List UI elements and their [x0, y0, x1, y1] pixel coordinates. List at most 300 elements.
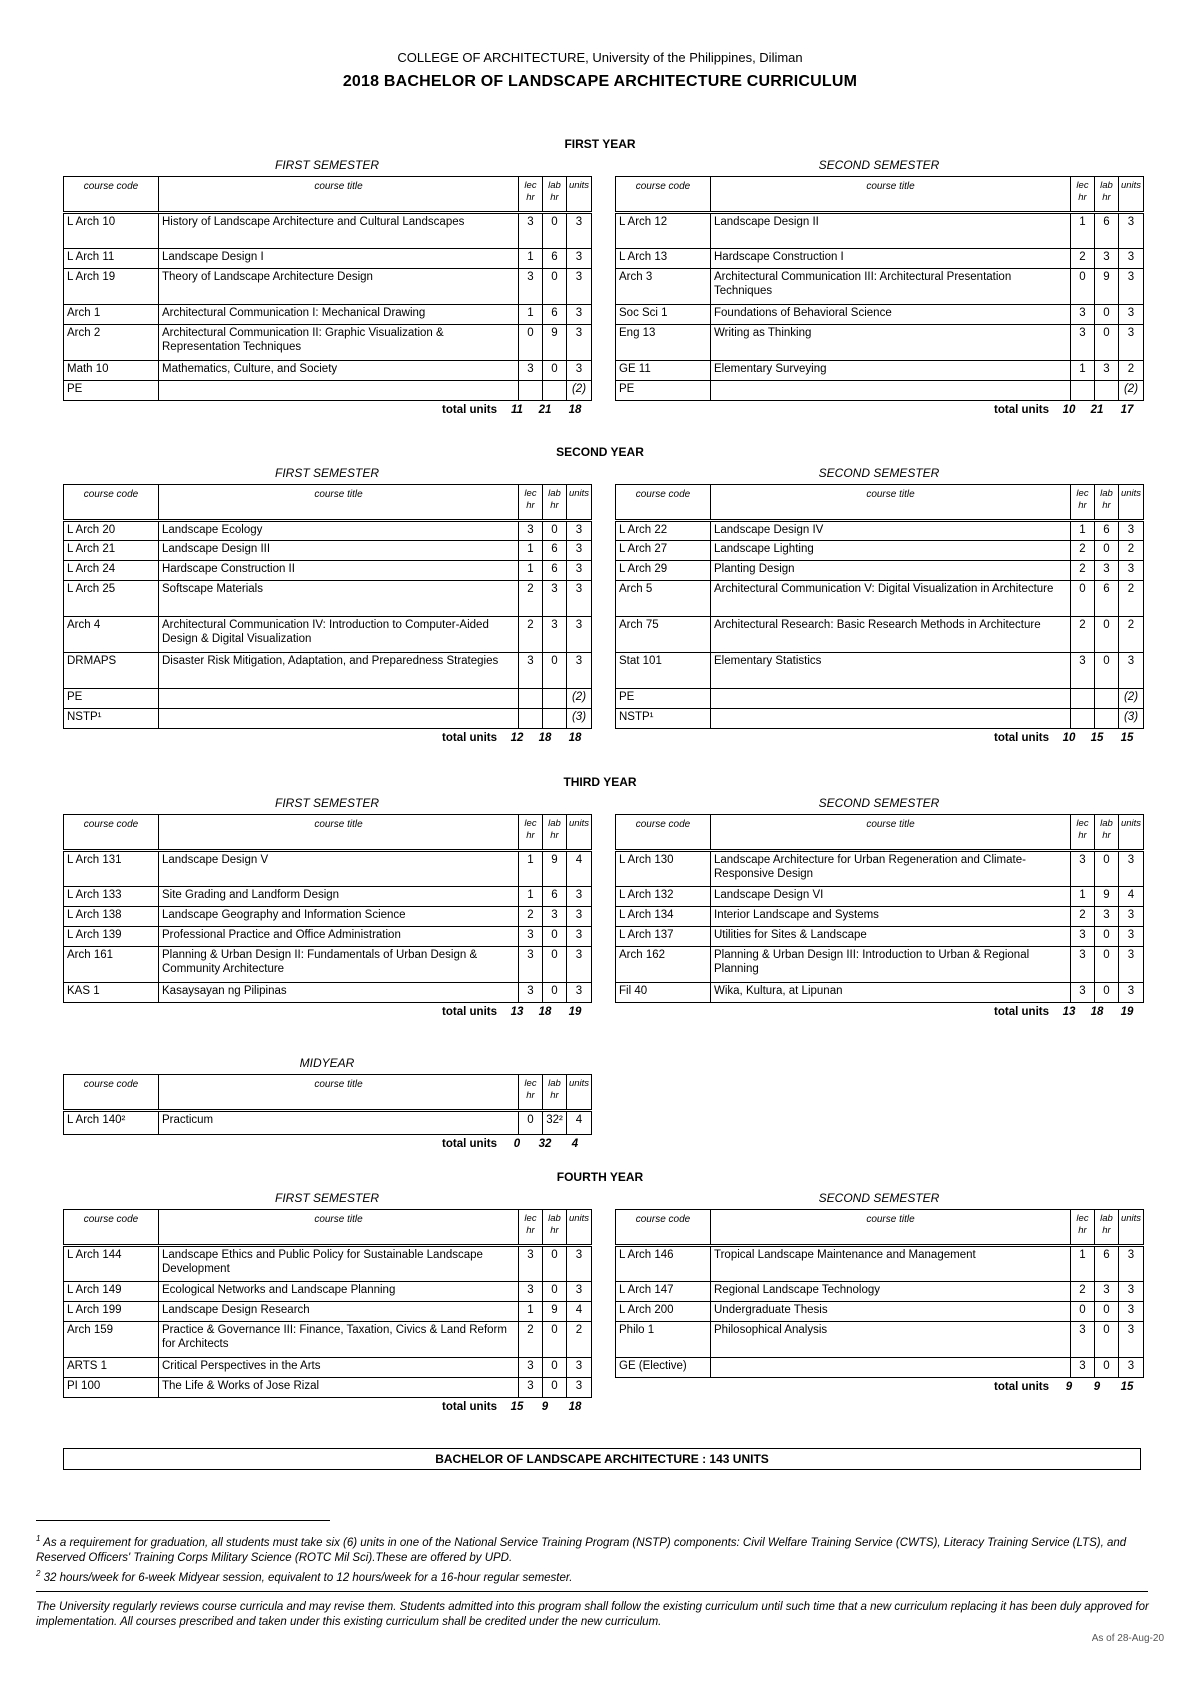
course-title: Landscape Design Research	[159, 1302, 519, 1322]
total-lab: 9	[541, 1401, 549, 1413]
course-code: Arch 159	[64, 1322, 159, 1358]
lab-header: lab hr	[543, 1210, 567, 1246]
course-units: 3	[567, 305, 592, 325]
code-header: course code	[64, 485, 159, 521]
course-row	[616, 1322, 1144, 1358]
lab-hours	[1095, 689, 1119, 709]
course-row	[616, 581, 1144, 617]
course-row	[64, 1302, 592, 1322]
third-year-sem2-table	[615, 814, 1144, 1003]
third-year-sem1-title: FIRST SEMESTER	[274, 796, 379, 810]
course-units: 3	[1119, 1246, 1144, 1282]
course-units: 4	[567, 1111, 592, 1135]
units-header: units	[1119, 177, 1144, 213]
course-title: Hardscape Construction I	[711, 249, 1071, 269]
course-code: GE 11	[616, 361, 711, 381]
total-lab: 18	[538, 1006, 552, 1018]
course-row	[616, 249, 1144, 269]
course-units: (2)	[567, 381, 592, 401]
course-code: L Arch 146	[616, 1246, 711, 1282]
total-units-label: total units	[442, 1401, 497, 1413]
course-units: 3	[567, 361, 592, 381]
lec-hours: 2	[1071, 907, 1095, 927]
lab-hours	[543, 689, 567, 709]
total-lec: 0	[513, 1138, 521, 1150]
lec-hours: 2	[1071, 541, 1095, 561]
lab-hours: 0	[1095, 1302, 1119, 1322]
lec-header: lec hr	[1071, 485, 1095, 521]
course-code: L Arch 144	[64, 1246, 159, 1282]
course-title: Planting Design	[711, 561, 1071, 581]
total-units: 19	[1120, 1006, 1134, 1018]
course-units: 3	[1119, 249, 1144, 269]
course-code: L Arch 21	[64, 541, 159, 561]
fourth-year-sem2-table	[615, 1209, 1144, 1378]
third-year-sem2	[615, 814, 1143, 1018]
first-year-sem2	[615, 176, 1143, 416]
course-units: 3	[1119, 1282, 1144, 1302]
page-title: 2018 BACHELOR OF LANDSCAPE ARCHITECTURE CURRICULUM	[342, 73, 858, 90]
course-code: Arch 75	[616, 617, 711, 653]
course-code: Arch 162	[616, 947, 711, 983]
course-units: 3	[1119, 1358, 1144, 1378]
total-lab: 21	[538, 404, 552, 416]
second-year-sem2-title: SECOND SEMESTER	[818, 466, 940, 480]
total-units-label: total units	[442, 1006, 497, 1018]
course-units: 3	[567, 325, 592, 361]
course-title	[159, 689, 519, 709]
course-title: Landscape Design VI	[711, 887, 1071, 907]
course-code: Stat 101	[616, 653, 711, 689]
lab-hours: 0	[1095, 325, 1119, 361]
code-header: course code	[616, 815, 711, 851]
course-title: Site Grading and Landform Design	[159, 887, 519, 907]
first-year-sem1-title: FIRST SEMESTER	[274, 158, 379, 172]
course-code: L Arch 139	[64, 927, 159, 947]
course-title: Foundations of Behavioral Science	[711, 305, 1071, 325]
course-title: Architectural Research: Basic Research Methods in Architecture	[711, 617, 1071, 653]
course-units: 2	[1119, 361, 1144, 381]
lec-hours: 3	[1071, 851, 1095, 887]
course-units: 3	[1119, 1322, 1144, 1358]
course-row	[616, 213, 1144, 249]
lab-hours: 9	[543, 851, 567, 887]
course-units: 3	[567, 1358, 592, 1378]
lab-hours: 0	[543, 947, 567, 983]
course-units: 3	[567, 653, 592, 689]
course-units: 3	[567, 561, 592, 581]
course-row	[616, 689, 1144, 709]
lec-hours: 0	[1071, 1302, 1095, 1322]
course-title: Elementary Surveying	[711, 361, 1071, 381]
course-units: (2)	[1119, 381, 1144, 401]
lec-hours: 2	[1071, 249, 1095, 269]
course-title: Undergraduate Thesis	[711, 1302, 1071, 1322]
lab-hours: 0	[543, 521, 567, 541]
program-total: BACHELOR OF LANDSCAPE ARCHITECTURE : 143 UNITS	[63, 1448, 1141, 1470]
lab-hours: 0	[1095, 305, 1119, 325]
lec-hours: 1	[519, 305, 543, 325]
lab-hours: 6	[1095, 213, 1119, 249]
lec-hours: 2	[1071, 1282, 1095, 1302]
course-title: Philosophical Analysis	[711, 1322, 1071, 1358]
course-title: Landscape Design I	[159, 249, 519, 269]
footnote-2-text: 32 hours/week for 6-week Midyear session, equivalent to 12 hours/week for a 16-hour regular semester.	[43, 1571, 573, 1584]
lec-hours: 3	[519, 269, 543, 305]
lab-hours: 6	[543, 887, 567, 907]
second-year-sem1-table	[63, 484, 592, 729]
units-header: units	[567, 177, 592, 213]
course-units: 3	[1119, 907, 1144, 927]
course-row	[616, 947, 1144, 983]
total-lab: 15	[1090, 732, 1104, 744]
course-title	[711, 1358, 1071, 1378]
lec-hours	[1071, 709, 1095, 729]
lec-hours: 3	[519, 927, 543, 947]
total-units-label: total units	[994, 732, 1049, 744]
course-units: 4	[1119, 887, 1144, 907]
course-title: Landscape Ecology	[159, 521, 519, 541]
fourth-year-title: FOURTH YEAR	[556, 1170, 644, 1184]
course-title: Elementary Statistics	[711, 653, 1071, 689]
title-header: course title	[711, 177, 1071, 213]
total-lab: 18	[1090, 1006, 1104, 1018]
first-year-title: FIRST YEAR	[564, 137, 636, 151]
second-year-sem1	[63, 484, 591, 744]
course-units: 3	[1119, 947, 1144, 983]
lec-hours: 3	[1071, 983, 1095, 1003]
course-row	[616, 927, 1144, 947]
lec-hours: 3	[1071, 325, 1095, 361]
lec-hours: 3	[519, 521, 543, 541]
lab-hours: 6	[1095, 521, 1119, 541]
lec-header: lec hr	[519, 1075, 543, 1111]
course-row	[616, 521, 1144, 541]
code-header: course code	[616, 485, 711, 521]
course-title: Tropical Landscape Maintenance and Management	[711, 1246, 1071, 1282]
total-lec: 13	[1062, 1006, 1076, 1018]
lec-hours: 3	[1071, 1322, 1095, 1358]
lec-hours: 3	[519, 1282, 543, 1302]
total-lab: 21	[1090, 404, 1104, 416]
course-code: Arch 2	[64, 325, 159, 361]
lec-hours: 1	[519, 249, 543, 269]
course-title: Architectural Communication II: Graphic Visualization & Representation Techniques	[159, 325, 519, 361]
course-row	[616, 709, 1144, 729]
course-units: 3	[1119, 305, 1144, 325]
lec-hours: 3	[1071, 653, 1095, 689]
course-code: L Arch 25	[64, 581, 159, 617]
course-code: Soc Sci 1	[616, 305, 711, 325]
total-lab: 9	[1093, 1381, 1101, 1393]
lec-hours: 0	[519, 325, 543, 361]
total-units: 18	[568, 1401, 582, 1413]
title-header: course title	[711, 815, 1071, 851]
units-header: units	[567, 1075, 592, 1111]
third-year-sem2-totals	[615, 1006, 1143, 1018]
lec-hours: 0	[1071, 581, 1095, 617]
lec-hours: 3	[519, 1378, 543, 1398]
course-row	[64, 851, 592, 887]
lec-hours: 1	[1071, 213, 1095, 249]
lec-hours: 1	[1071, 361, 1095, 381]
lec-hours: 0	[1071, 269, 1095, 305]
total-lec: 11	[511, 404, 523, 416]
lec-hours: 3	[1071, 305, 1095, 325]
course-row	[64, 305, 592, 325]
lab-hours: 6	[543, 561, 567, 581]
course-code: L Arch 199	[64, 1302, 159, 1322]
lab-hours: 0	[543, 653, 567, 689]
lec-hours: 2	[519, 1322, 543, 1358]
lec-hours: 2	[1071, 561, 1095, 581]
course-code: Arch 4	[64, 617, 159, 653]
course-row	[64, 213, 592, 249]
course-code: L Arch 11	[64, 249, 159, 269]
course-units: (2)	[567, 689, 592, 709]
course-units: 3	[1119, 521, 1144, 541]
course-row	[616, 907, 1144, 927]
total-units-label: total units	[442, 732, 497, 744]
lab-hours: 0	[1095, 1358, 1119, 1378]
course-units: 3	[1119, 1302, 1144, 1322]
lec-hours: 2	[519, 581, 543, 617]
second-year-sem1-totals	[63, 732, 591, 744]
total-lab: 32	[538, 1138, 552, 1150]
course-title: Planning & Urban Design II: Fundamentals of Urban Design & Community Architecture	[159, 947, 519, 983]
lab-hours: 9	[1095, 887, 1119, 907]
institution-header: COLLEGE OF ARCHITECTURE, University of the Philippines, Diliman	[397, 50, 803, 65]
course-code: L Arch 22	[616, 521, 711, 541]
lec-header: lec hr	[1071, 1210, 1095, 1246]
course-units: (3)	[1119, 709, 1144, 729]
lec-hours: 1	[519, 887, 543, 907]
course-row	[64, 907, 592, 927]
course-title: Landscape Design IV	[711, 521, 1071, 541]
lab-hours	[1095, 381, 1119, 401]
course-title: Interior Landscape and Systems	[711, 907, 1071, 927]
course-units: (3)	[567, 709, 592, 729]
lab-hours: 0	[543, 1322, 567, 1358]
course-code: PI 100	[64, 1378, 159, 1398]
lec-hours: 3	[519, 1358, 543, 1378]
first-year-sem1-table	[63, 176, 592, 401]
midyear-block	[63, 1074, 591, 1150]
lab-hours: 3	[1095, 561, 1119, 581]
course-code: Fil 40	[616, 983, 711, 1003]
course-title	[711, 709, 1071, 729]
lec-hours: 1	[519, 541, 543, 561]
lec-hours: 2	[519, 617, 543, 653]
course-units: 3	[1119, 983, 1144, 1003]
course-code: PE	[616, 381, 711, 401]
course-code: PE	[616, 689, 711, 709]
first-year-sem1-totals	[63, 404, 591, 416]
course-units: 3	[567, 1246, 592, 1282]
lab-header: lab hr	[543, 815, 567, 851]
course-row	[616, 269, 1144, 305]
lec-hours: 3	[519, 983, 543, 1003]
lab-hours: 9	[543, 1302, 567, 1322]
third-year-sem1-table	[63, 814, 592, 1003]
course-code: Math 10	[64, 361, 159, 381]
lec-hours	[1071, 689, 1095, 709]
course-code: L Arch 13	[616, 249, 711, 269]
units-header: units	[1119, 1210, 1144, 1246]
course-units: 3	[567, 521, 592, 541]
course-units: 3	[1119, 927, 1144, 947]
course-row	[64, 947, 592, 983]
lab-hours: 0	[543, 361, 567, 381]
code-header: course code	[64, 1075, 159, 1111]
title-header: course title	[711, 1210, 1071, 1246]
as-of-date: As of 28-Aug-20	[1091, 1633, 1164, 1644]
total-lec: 12	[510, 732, 524, 744]
course-code: Philo 1	[616, 1322, 711, 1358]
course-code: L Arch 137	[616, 927, 711, 947]
course-title: The Life & Works of Jose Rizal	[159, 1378, 519, 1398]
lec-hours: 3	[519, 361, 543, 381]
lec-hours: 3	[519, 213, 543, 249]
lab-header: lab hr	[543, 1075, 567, 1111]
course-title: Architectural Communication V: Digital Visualization in Architecture	[711, 581, 1071, 617]
lec-hours: 1	[1071, 887, 1095, 907]
fourth-year-sem1-table	[63, 1209, 592, 1398]
total-units: 15	[1120, 732, 1134, 744]
course-title: Landscape Design III	[159, 541, 519, 561]
lab-hours: 0	[1095, 653, 1119, 689]
lec-hours: 2	[1071, 617, 1095, 653]
lab-hours: 0	[1095, 541, 1119, 561]
course-code: L Arch 29	[616, 561, 711, 581]
course-units: 3	[567, 617, 592, 653]
footnote-1	[36, 1531, 1166, 1566]
code-header: course code	[64, 1210, 159, 1246]
lec-hours: 1	[1071, 521, 1095, 541]
course-title: Critical Perspectives in the Arts	[159, 1358, 519, 1378]
course-code: L Arch 134	[616, 907, 711, 927]
course-code: ARTS 1	[64, 1358, 159, 1378]
course-row	[616, 1246, 1144, 1282]
title-header: course title	[159, 177, 519, 213]
course-title: Kasaysayan ng Pilipinas	[159, 983, 519, 1003]
total-lec: 15	[510, 1401, 524, 1413]
lab-hours: 9	[1095, 269, 1119, 305]
third-year-title: THIRD YEAR	[563, 775, 637, 789]
course-title: Architectural Communication I: Mechanical Drawing	[159, 305, 519, 325]
fourth-year-sem2	[615, 1209, 1143, 1393]
course-units: 3	[567, 887, 592, 907]
midyear-title: MIDYEAR	[299, 1056, 355, 1070]
units-header: units	[567, 815, 592, 851]
second-year-title: SECOND YEAR	[556, 445, 644, 459]
units-header: units	[1119, 815, 1144, 851]
course-title: Architectural Communication III: Architectural Presentation Techniques	[711, 269, 1071, 305]
lab-hours: 6	[1095, 1246, 1119, 1282]
lab-hours: 3	[1095, 361, 1119, 381]
course-units: 3	[567, 213, 592, 249]
second-year-sem1-title: FIRST SEMESTER	[274, 466, 379, 480]
course-title: Practice & Governance III: Finance, Taxation, Civics & Land Reform for Architects	[159, 1322, 519, 1358]
lec-hours: 3	[519, 947, 543, 983]
course-title	[711, 689, 1071, 709]
first-year-sem1	[63, 176, 591, 416]
course-title: Landscape Design V	[159, 851, 519, 887]
code-header: course code	[616, 1210, 711, 1246]
lab-hours: 32²	[543, 1111, 567, 1135]
course-units: 3	[567, 1282, 592, 1302]
course-row	[616, 1302, 1144, 1322]
lec-header: lec hr	[1071, 177, 1095, 213]
course-code: PE	[64, 689, 159, 709]
course-title: Architectural Communication IV: Introduction to Computer-Aided Design & Digital Visualization	[159, 617, 519, 653]
course-units: 3	[1119, 851, 1144, 887]
lab-hours: 0	[1095, 927, 1119, 947]
footnote-1-mark: 1	[36, 1534, 41, 1543]
course-title	[711, 381, 1071, 401]
lab-hours: 0	[1095, 851, 1119, 887]
course-units: 4	[567, 1302, 592, 1322]
lab-header: lab hr	[543, 177, 567, 213]
course-code: NSTP¹	[64, 709, 159, 729]
course-units: 3	[1119, 561, 1144, 581]
course-row	[616, 325, 1144, 361]
first-year-sem2-title: SECOND SEMESTER	[818, 158, 940, 172]
lab-header: lab hr	[1095, 485, 1119, 521]
course-units: 3	[1119, 325, 1144, 361]
footnote-2	[36, 1566, 1166, 1586]
lab-hours: 3	[1095, 1282, 1119, 1302]
first-year-sem2-table	[615, 176, 1144, 401]
lec-hours	[519, 709, 543, 729]
lab-hours: 0	[543, 1378, 567, 1398]
course-units: 3	[1119, 213, 1144, 249]
fourth-year-sem2-totals	[615, 1381, 1143, 1393]
course-row	[616, 1282, 1144, 1302]
course-row	[64, 1322, 592, 1358]
course-row	[64, 249, 592, 269]
title-header: course title	[159, 1075, 519, 1111]
course-title: Landscape Ethics and Public Policy for Sustainable Landscape Development	[159, 1246, 519, 1282]
code-header: course code	[616, 177, 711, 213]
course-title	[159, 709, 519, 729]
course-code: PE	[64, 381, 159, 401]
course-units: 3	[567, 947, 592, 983]
disclaimer-divider	[36, 1591, 1148, 1592]
course-units: 3	[1119, 269, 1144, 305]
lab-header: lab hr	[1095, 177, 1119, 213]
lec-hours: 2	[519, 907, 543, 927]
course-row	[616, 887, 1144, 907]
course-code: KAS 1	[64, 983, 159, 1003]
course-units: 3	[567, 983, 592, 1003]
total-units-label: total units	[442, 404, 497, 416]
lab-hours: 0	[1095, 617, 1119, 653]
lec-header: lec hr	[519, 485, 543, 521]
lab-header: lab hr	[1095, 1210, 1119, 1246]
course-units: 2	[1119, 617, 1144, 653]
lab-hours: 0	[543, 213, 567, 249]
course-row	[64, 887, 592, 907]
title-header: course title	[159, 815, 519, 851]
course-row	[616, 1358, 1144, 1378]
third-year-sem1	[63, 814, 591, 1018]
lab-hours	[543, 381, 567, 401]
course-code: L Arch 12	[616, 213, 711, 249]
course-row	[64, 1111, 592, 1135]
course-title: History of Landscape Architecture and Cultural Landscapes	[159, 213, 519, 249]
course-code: GE (Elective)	[616, 1358, 711, 1378]
